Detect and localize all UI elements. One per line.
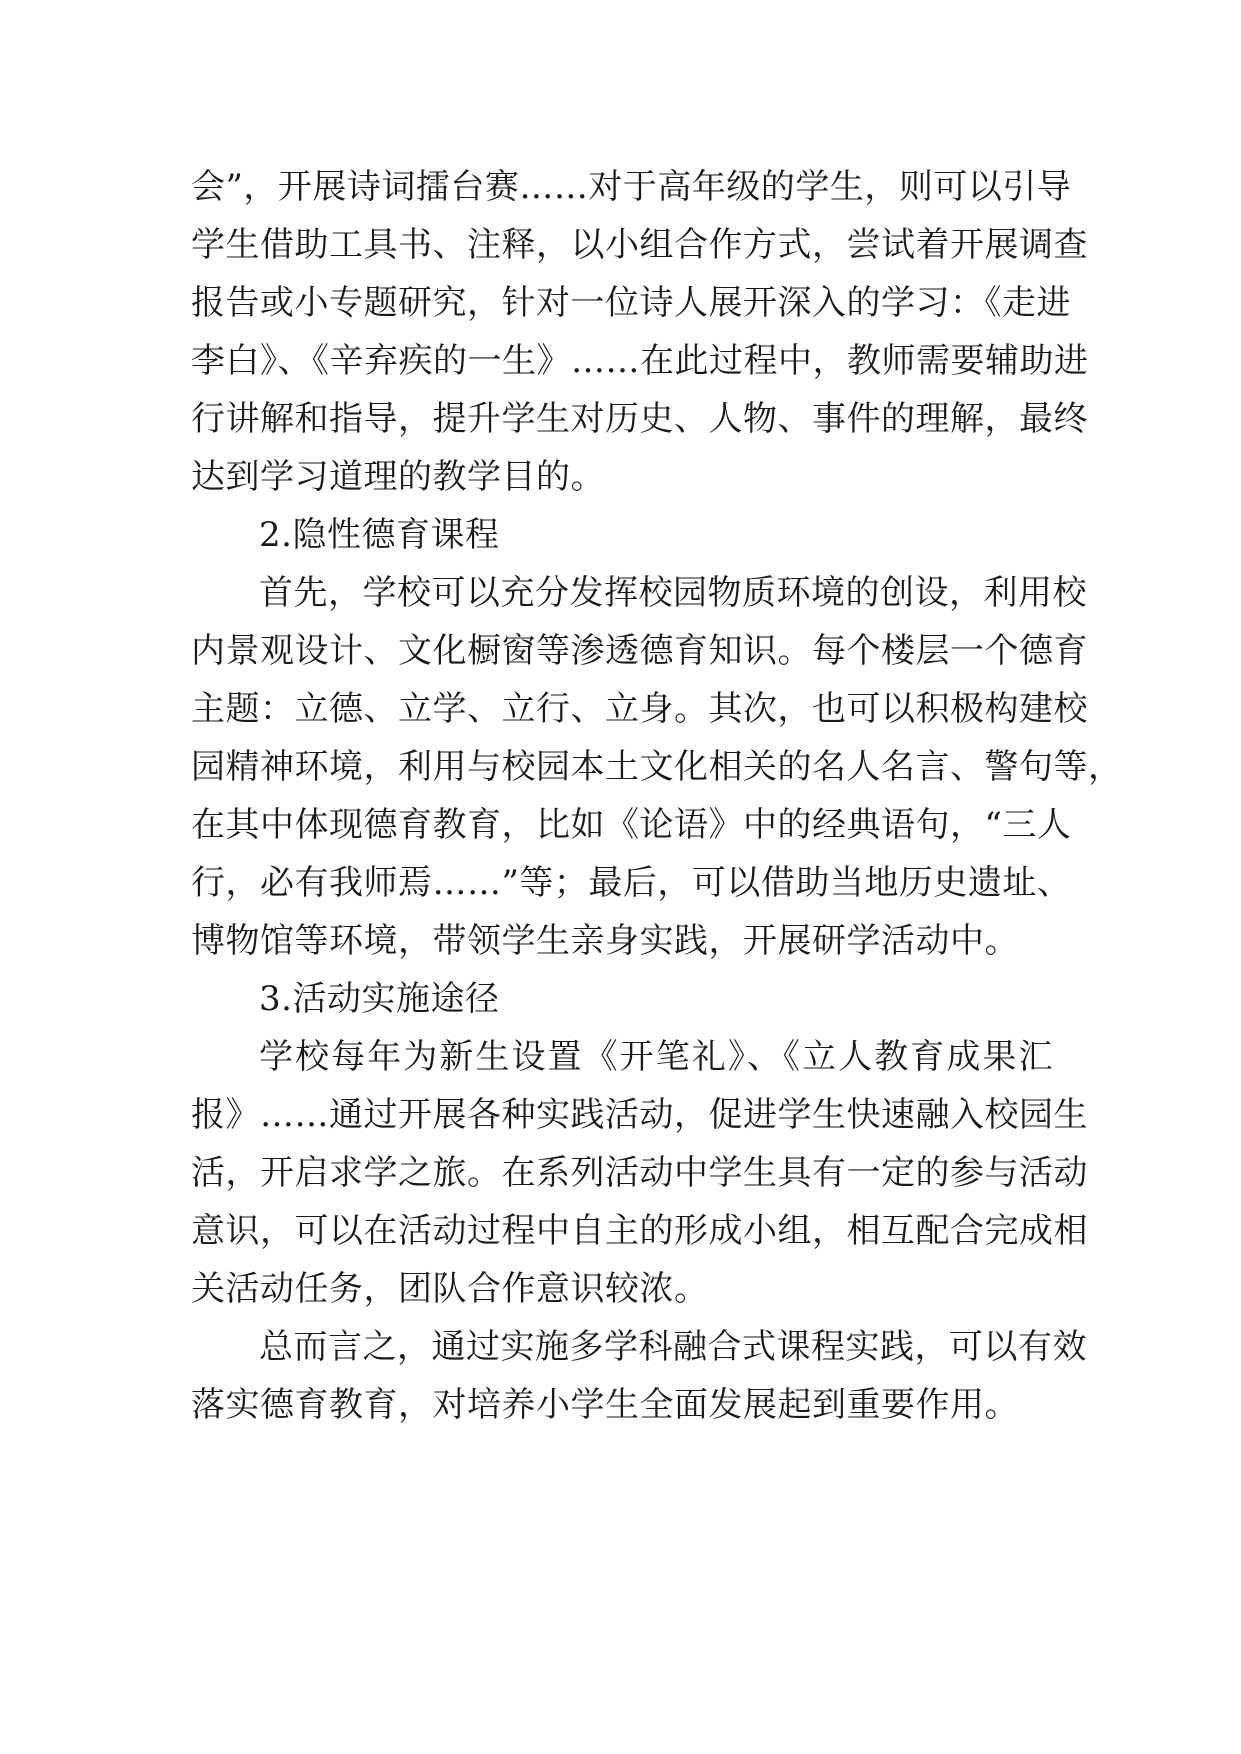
text-line: 李白》、《辛弃疾的一生》……在此过程中，教师需要辅助进 (191, 341, 1089, 381)
text-line: 意识，可以在活动过程中自主的形成小组，相互配合完成相 (191, 1211, 1088, 1251)
paragraph-activity-implementation (191, 1028, 1088, 1318)
text-line: 会”，开展诗词擂台赛……对于高年级的学生，则可以引导 (191, 167, 1072, 207)
text-line: 首先，学校可以充分发挥校园物质环境的创设，利用校 (259, 573, 1087, 613)
heading-text: 2.隐性德育课程 (259, 515, 500, 555)
text-line: 落实德育教育，对培养小学生全面发展起到重要作用。 (191, 1385, 1019, 1425)
text-line: 关活动任务，团队合作意识较浓。 (191, 1269, 709, 1309)
heading-text: 3.活动实施途径 (259, 979, 500, 1019)
text-line: 内景观设计、文化橱窗等渗透德育知识。每个楼层一个德育 (191, 631, 1088, 671)
text-line: 学生借助工具书、注释，以小组合作方式，尝试着开展调查 (191, 225, 1088, 265)
text-line: 报》……通过开展各种实践活动，促进学生快速融入校园生 (191, 1095, 1088, 1135)
text-line: 博物馆等环境，带领学生亲身实践，开展研学活动中。 (191, 921, 1019, 961)
text-line: 达到学习道理的教学目的。 (191, 457, 605, 497)
paragraph-conclusion (191, 1318, 1087, 1434)
paragraph-hidden-curriculum (191, 564, 1123, 970)
text-line: 主题：立德、立学、立行、立身。其次，也可以积极构建校 (191, 689, 1088, 729)
text-line: 园精神环境，利用与校园本土文化相关的名人名言、警句等， (191, 747, 1123, 787)
text-line: 报告或小专题研究，针对一位诗人展开深入的学习：《走进 (191, 283, 1071, 323)
text-line: 行讲解和指导，提升学生对历史、人物、事件的理解，最终 (191, 399, 1088, 439)
text-line: 总而言之，通过实施多学科融合式课程实践，可以有效 (259, 1327, 1087, 1367)
text-line: 学校每年为新生设置《开笔礼》、《立人教育成果汇 (259, 1037, 1053, 1077)
text-line: 活，开启求学之旅。在系列活动中学生具有一定的参与活动 (191, 1153, 1088, 1193)
section-heading-activity-implementation (191, 970, 1053, 1028)
text-line: 行，必有我师焉……”等；最后，可以借助当地历史遗址、 (191, 863, 1072, 903)
text-line: 在其中体现德育教育，比如《论语》中的经典语句，“三人 (191, 805, 1072, 845)
document-body (191, 158, 1123, 1434)
section-heading-hidden-moral-curriculum (191, 506, 1053, 564)
paragraph-continuation (191, 158, 1089, 506)
